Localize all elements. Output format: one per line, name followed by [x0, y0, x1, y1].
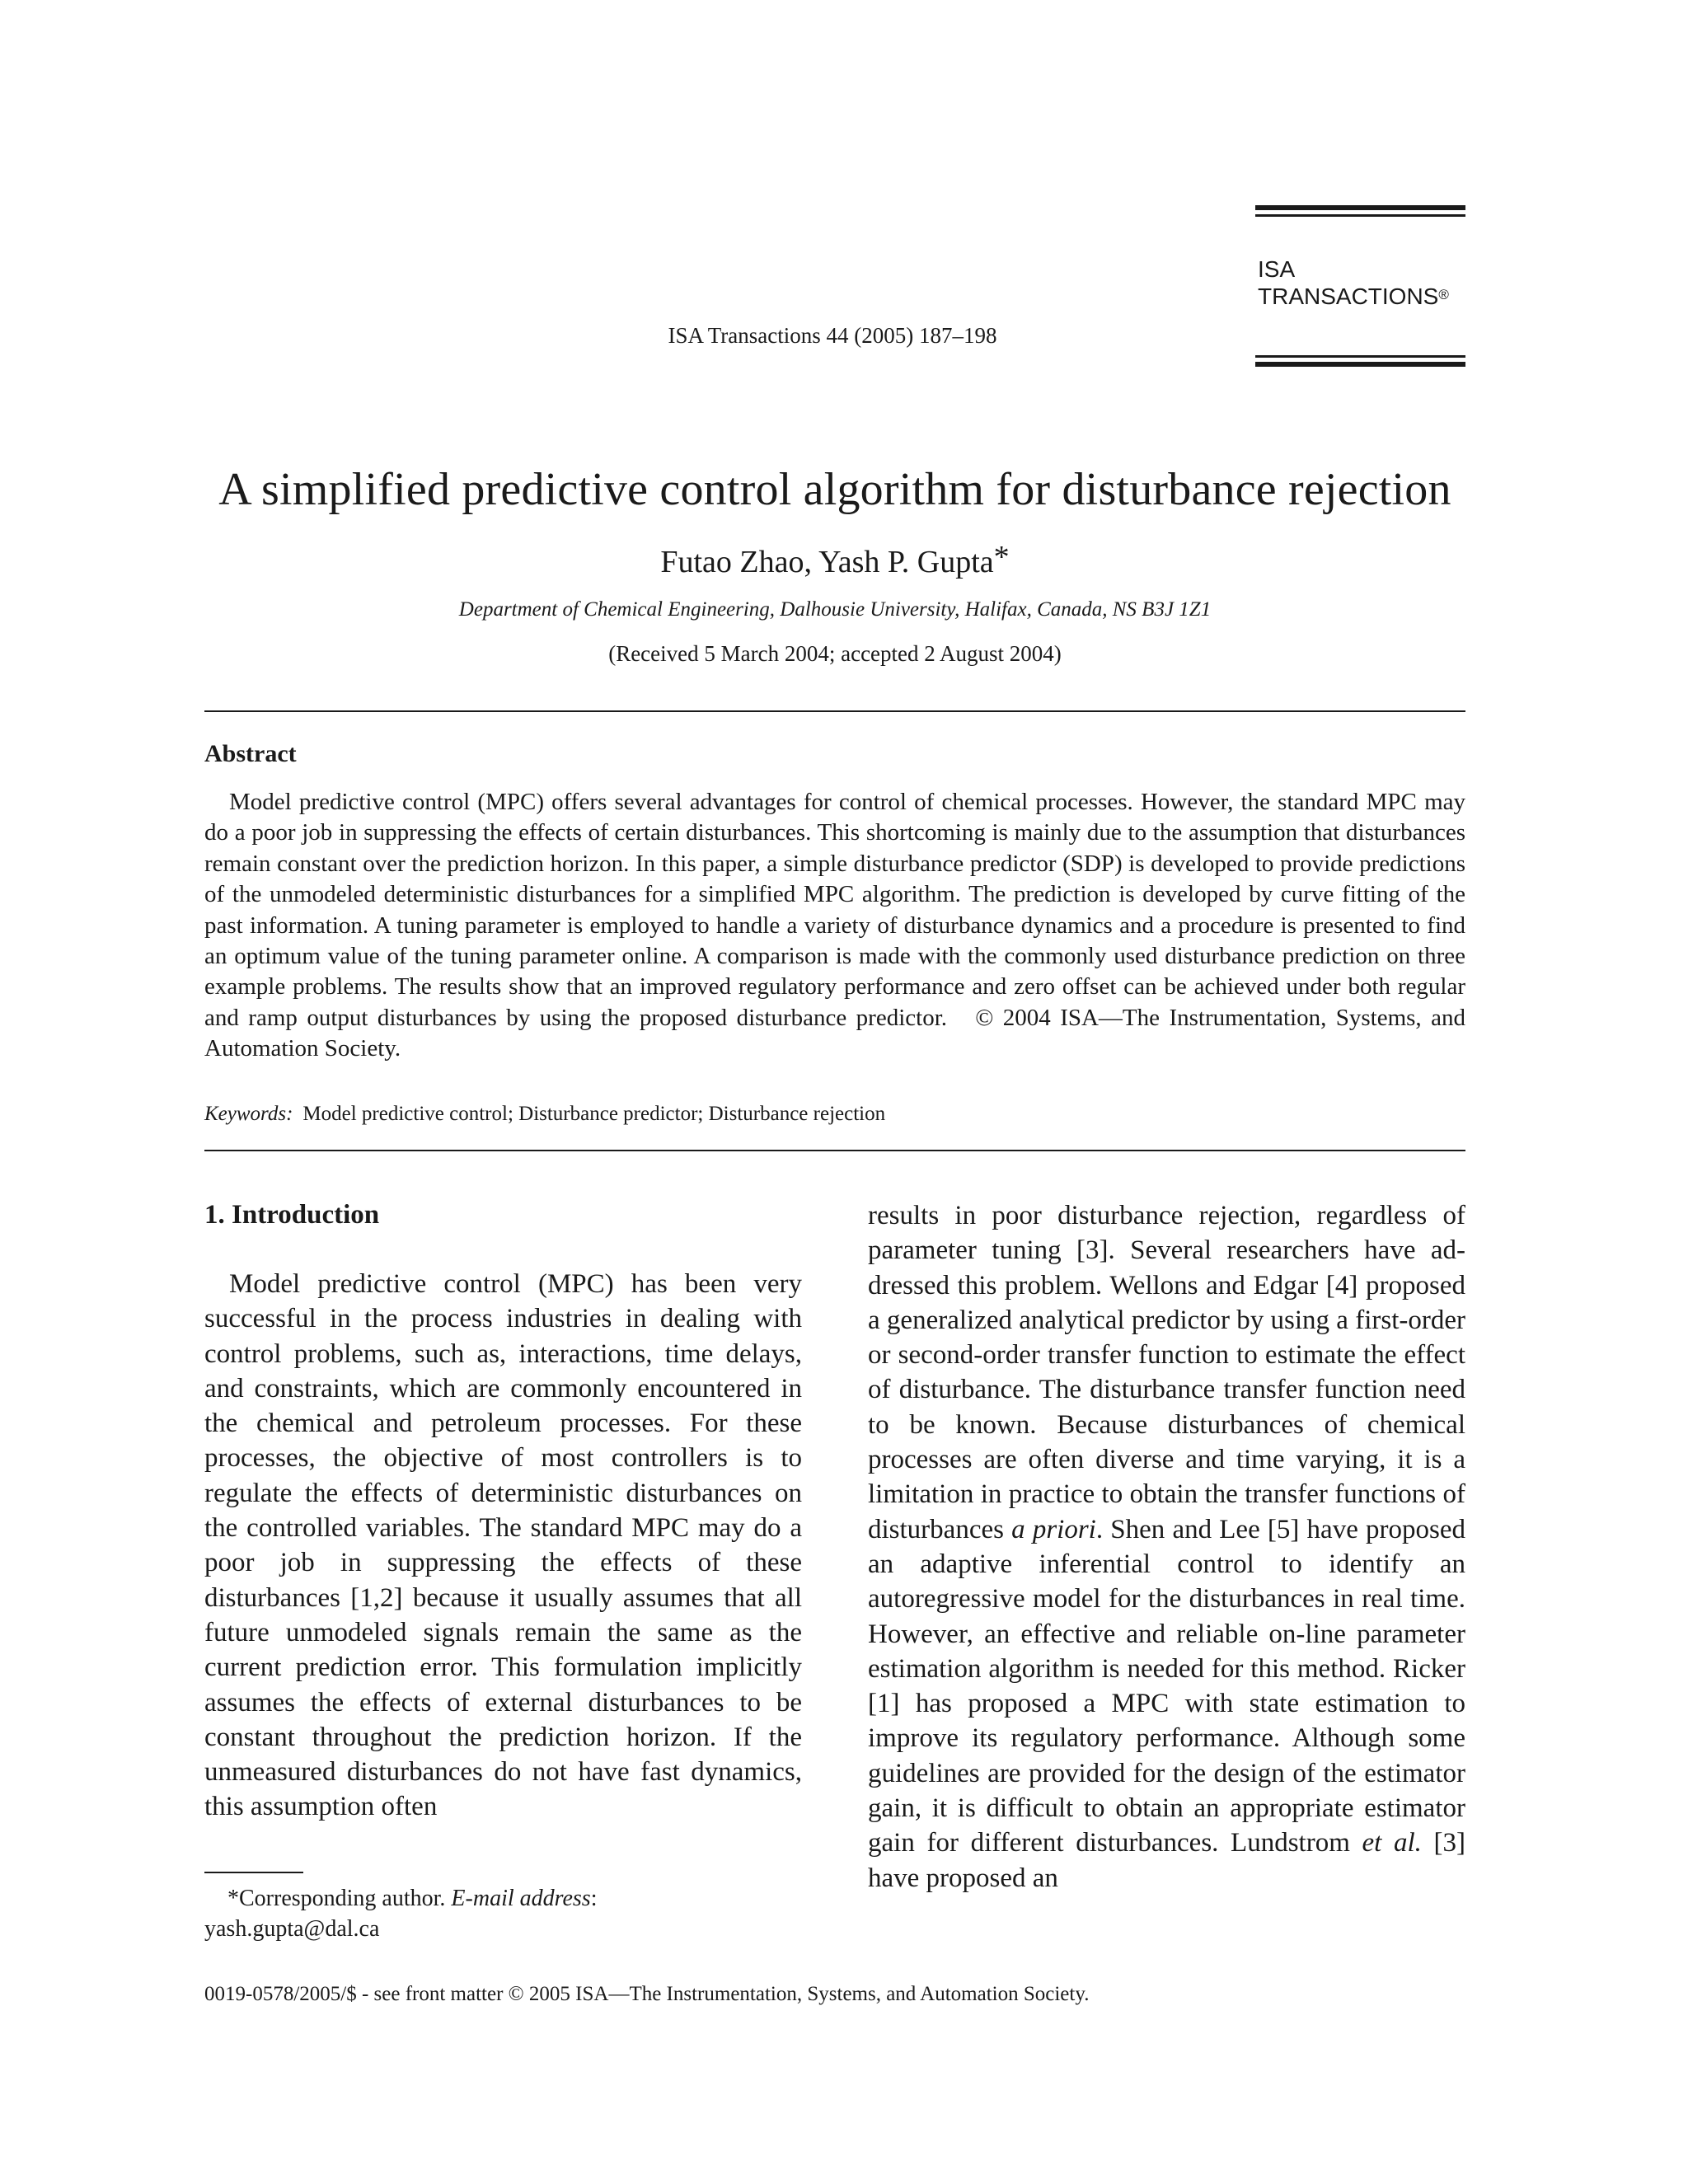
divider-below-keywords	[204, 1150, 1465, 1151]
footnote-mark: *	[227, 1886, 239, 1911]
logo-rule-bottom-thick	[1255, 362, 1465, 367]
footnote-line-1	[204, 1883, 802, 1914]
intro-right-text-3: [3] have proposed an	[868, 1828, 1466, 1893]
footnote-label: Corresponding author.	[239, 1886, 446, 1911]
intro-right-text-1: results in poor disturbance rejection, regardless of parameter tuning [3]. Several researchers have addressed this problem. Wellons and Edgar [4] proposed a generalized analytical predictor by using a first-order or second-order transfer function to estimate the effect of disturbance. The disturbance transfer function need to be known. Because disturbances of chemical processes are often diverse and time varying, it is a limitation in practice to obtain the transfer functions of disturbances	[868, 1201, 1465, 1544]
footnote-email-label: E-mail address	[451, 1886, 591, 1911]
footnote-colon: :	[590, 1886, 598, 1911]
intro-right-text-2: . Shen and Lee [5] have proposed an adaptive inferential control to identify an autoregressive model for the disturbances in real time. However, an effective and reliable on-line parameter estimation algorithm is needed for this method. Ricker [1] has proposed a MPC with state estimation to improve its regulatory performance. Although some guidelines are provided for the design of the estimator gain, it is difficult to obtain an appropriate estimator gain for different disturbances. Lundstrom	[868, 1514, 1465, 1858]
footnote-rule	[204, 1872, 303, 1873]
abstract-text: Model predictive control (MPC) offers several advantages for control of chemical processes. However, the standard MPC may do a poor job in suppressing the effects of certain disturbances. This shortcoming is mainly due to the assumption that disturbances remain constant over the prediction horizon. In this paper, a simple disturbance predictor (SDP) is developed to provide predictions of the unmodeled deterministic disturbances for a simplified MPC algorithm. The prediction is developed by curve fitting of the past information. A tuning parameter is employed to handle a variety of disturbance dynamics and a procedure is presented to find an optimum value of the tuning parameter online. A comparison is made with the commonly used disturbance prediction on three example problems. The results show that an improved regulatory performance and zero offset can be achieved under both regular and ramp output disturbances by using the proposed disturbance predictor.	[204, 789, 1465, 1031]
logo-line-transactions	[1258, 283, 1449, 310]
section-heading-introduction: 1. Introduction	[204, 1200, 380, 1230]
author-names: Futao Zhao, Yash P. Gupta	[660, 545, 994, 579]
journal-citation: ISA Transactions 44 (2005) 187–198	[668, 323, 997, 348]
keywords-label: Keywords:	[204, 1103, 293, 1125]
front-matter-notice: 0019-0578/2005/$ - see front matter © 2005 ISA—The Instrumentation, Systems, and Automation Society.	[204, 1983, 1090, 2005]
corresponding-author-mark: *	[993, 540, 1010, 574]
logo-rule-bottom-thin	[1255, 355, 1465, 358]
journal-logo	[1258, 255, 1449, 310]
abstract-copyright: © 2004 ISA—The Instrumentation, Systems, and Automation Society.	[204, 1004, 1465, 1062]
divider-above-abstract	[204, 710, 1465, 712]
abstract-heading: Abstract	[204, 740, 297, 767]
received-dates: (Received 5 March 2004; accepted 2 August 2004)	[608, 641, 1062, 666]
paper-title: A simplified predictive control algorithm for disturbance rejection	[218, 464, 1451, 515]
introduction-left-column: Model predictive control (MPC) has been very successful in the process industries in dealing with control problems, such as, interactions, time delays, and constraints, which are commonly encountered in the chemical and petroleum processes. For these processes, the objective of most controllers is to regulate the effects of deterministic disturbances on the controlled variables. The standard MPC may do a poor job in suppressing the effects of these disturbances [1,2] because it usually assumes that all future unmodeled signals remain the same as the current prediction error. This formulation implicitly assumes the effects of external disturbances to be constant throughout the prediction horizon. If the unmeasured disturbances do not have fast dynamics, this assumption often	[204, 1269, 802, 1822]
keywords-text: Model predictive control; Disturbance predictor; Disturbance rejection	[302, 1103, 886, 1125]
registered-mark: ®	[1438, 287, 1449, 302]
logo-transactions-text: TRANSACTIONS	[1258, 284, 1439, 309]
introduction-right-column	[868, 1198, 1465, 1896]
intro-right-italic-et-al: et al.	[1362, 1828, 1422, 1858]
logo-rule-top-thin	[1255, 214, 1465, 217]
abstract-body	[204, 787, 1465, 1065]
logo-line-isa: ISA	[1258, 256, 1296, 282]
author-affiliation: Department of Chemical Engineering, Dalhousie University, Halifax, Canada, NS B3J 1Z1	[458, 598, 1212, 621]
keywords	[204, 1103, 885, 1126]
logo-rule-top-thick	[1255, 205, 1465, 210]
footnote-email[interactable]: yash.gupta@dal.ca	[204, 1916, 380, 1942]
intro-right-italic-a-priori: a priori	[1011, 1514, 1096, 1544]
corresponding-author-footnote	[204, 1883, 802, 1944]
paper-authors	[204, 540, 1465, 580]
